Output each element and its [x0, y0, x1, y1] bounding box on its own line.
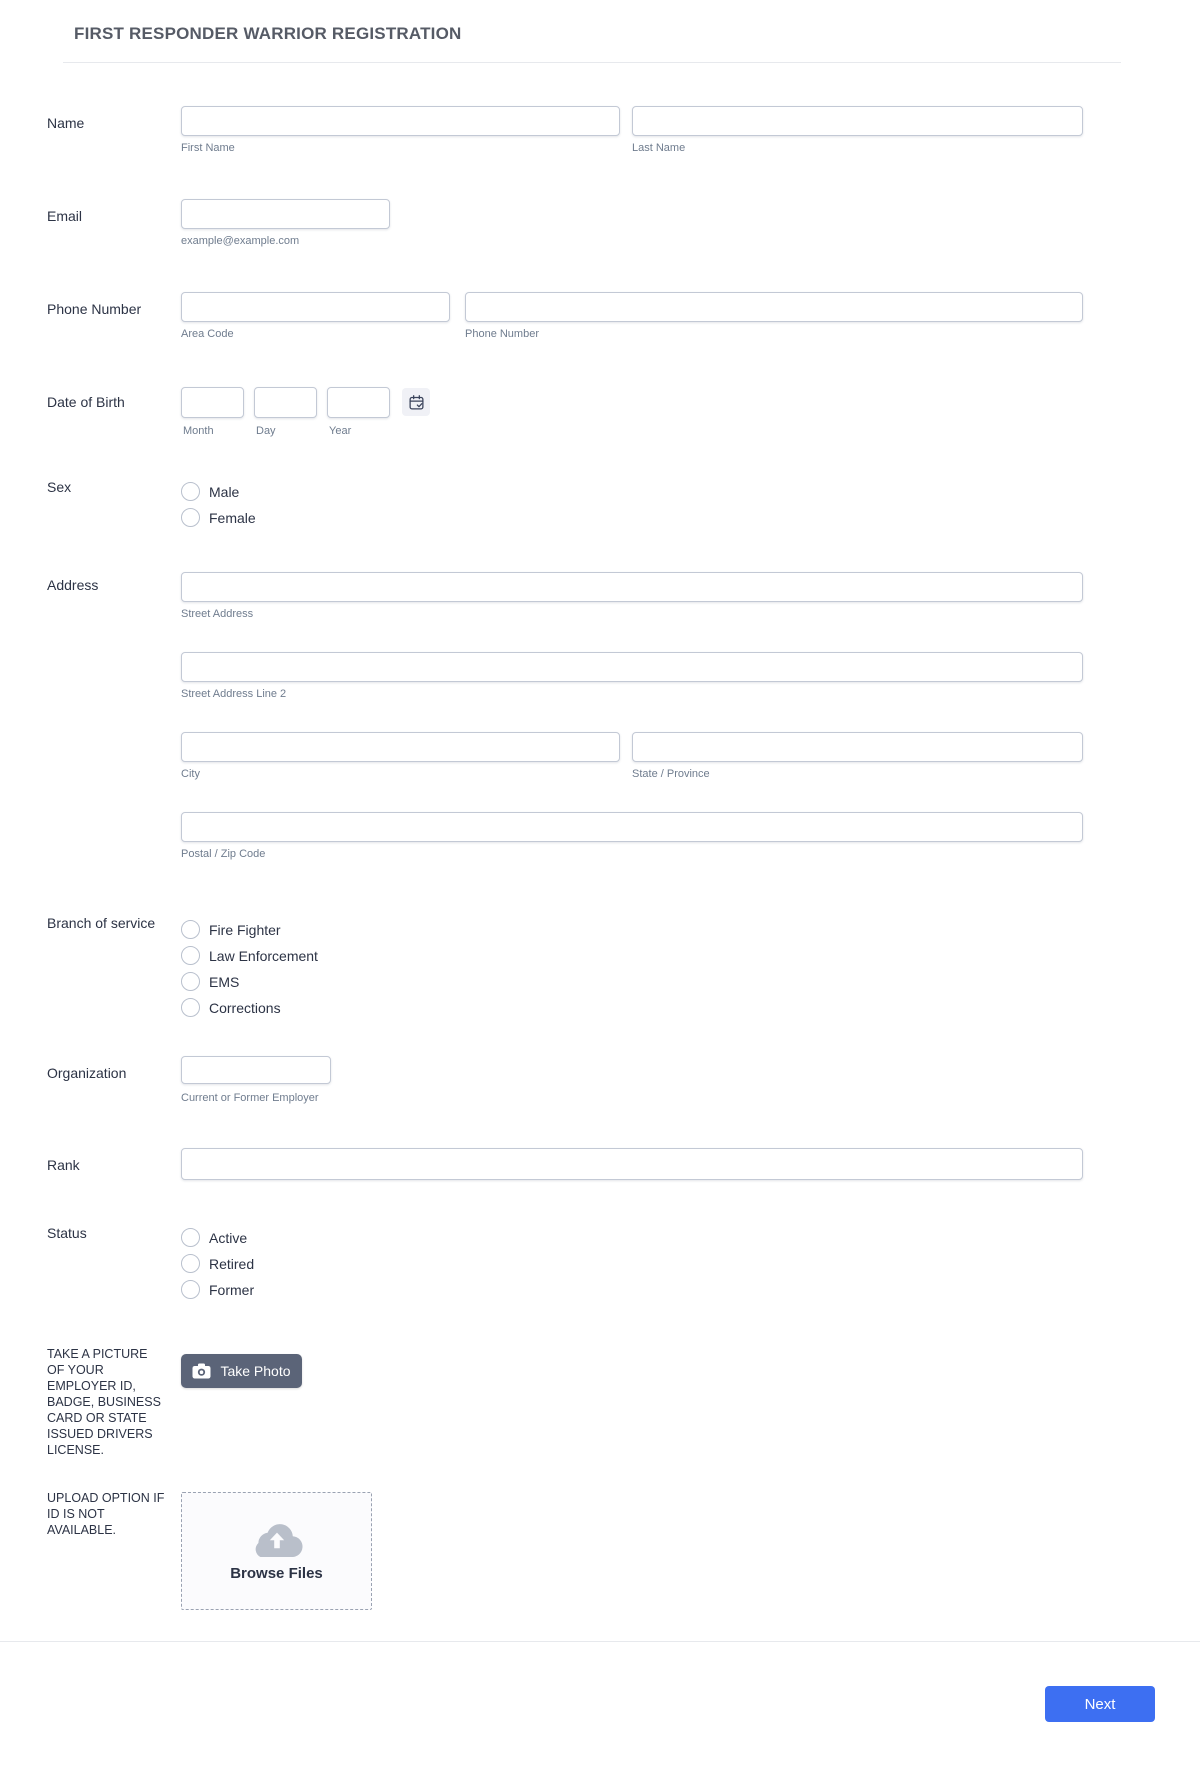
corrections-radio[interactable] [181, 998, 200, 1017]
dob-label: Date of Birth [47, 394, 125, 410]
email-label: Email [47, 208, 83, 224]
sex-option-female[interactable] [181, 508, 256, 527]
status-label: Status [47, 1225, 87, 1241]
header-divider [63, 62, 1121, 63]
state-sublabel: State / Province [632, 768, 710, 780]
state-input[interactable] [632, 732, 1083, 762]
postal-code-input[interactable] [181, 812, 1083, 842]
retired-radio[interactable] [181, 1254, 200, 1273]
active-radio[interactable] [181, 1228, 200, 1247]
sex-option-male[interactable] [181, 482, 239, 501]
upload-instruction-label: UPLOAD OPTION IF ID IS NOT AVAILABLE. [47, 1491, 165, 1537]
sex-label: Sex [47, 479, 72, 495]
email-sublabel: example@example.com [181, 235, 300, 247]
city-input[interactable] [181, 732, 620, 762]
email-input[interactable] [181, 199, 390, 229]
name-label: Name [47, 115, 85, 131]
city-sublabel: City [181, 768, 200, 780]
street-address-sublabel: Street Address [181, 608, 254, 620]
branch-option-ems[interactable] [181, 972, 239, 991]
footer-divider [0, 1641, 1200, 1642]
female-radio-label: Female [209, 509, 256, 526]
browse-files-label: Browse Files [230, 1564, 323, 1582]
organization-sublabel: Current or Former Employer [181, 1092, 319, 1104]
last-name-input[interactable] [632, 106, 1083, 136]
photo-instruction-label: TAKE A PICTURE OF YOUR EMPLOYER ID, BADGE, BUSINESS CARD OR STATE ISSUED DRIVERS LICENSE. [47, 1347, 161, 1457]
branch-option-fire-fighter[interactable] [181, 920, 281, 939]
female-radio[interactable] [181, 508, 200, 527]
date-picker-button[interactable] [402, 388, 430, 416]
male-radio-label: Male [209, 483, 240, 500]
calendar-icon [408, 394, 425, 411]
corrections-radio-label: Corrections [209, 999, 281, 1016]
branch-label: Branch of service [47, 915, 156, 931]
rank-input[interactable] [181, 1148, 1083, 1180]
fire-fighter-radio-label: Fire Fighter [209, 921, 281, 938]
branch-option-corrections[interactable] [181, 998, 281, 1017]
area-code-sublabel: Area Code [181, 328, 234, 340]
phone-number-input[interactable] [465, 292, 1083, 322]
branch-option-law-enforcement[interactable] [181, 946, 318, 965]
rank-label: Rank [47, 1157, 80, 1173]
take-photo-button-label: Take Photo [220, 1363, 291, 1379]
former-radio-label: Former [209, 1281, 255, 1298]
phone-number-sublabel: Phone Number [465, 328, 539, 340]
dob-day-sublabel: Day [256, 425, 276, 437]
dob-year-input[interactable] [327, 387, 390, 418]
ems-radio[interactable] [181, 972, 200, 991]
last-name-sublabel: Last Name [632, 142, 686, 154]
first-name-sublabel: First Name [181, 142, 235, 154]
ems-radio-label: EMS [209, 973, 240, 990]
status-option-retired[interactable] [181, 1254, 254, 1273]
area-code-input[interactable] [181, 292, 450, 322]
dob-day-input[interactable] [254, 387, 317, 418]
first-name-input[interactable] [181, 106, 620, 136]
cloud-upload-icon [251, 1521, 303, 1557]
organization-input[interactable] [181, 1056, 331, 1084]
postal-code-sublabel: Postal / Zip Code [181, 848, 266, 860]
organization-label: Organization [47, 1065, 127, 1081]
street-address-input[interactable] [181, 572, 1083, 602]
male-radio[interactable] [181, 482, 200, 501]
law-enforcement-radio[interactable] [181, 946, 200, 965]
law-enforcement-radio-label: Law Enforcement [209, 947, 318, 964]
camera-icon [192, 1363, 211, 1379]
phone-label: Phone Number [47, 301, 142, 317]
page-title: FIRST RESPONDER WARRIOR REGISTRATION [74, 24, 462, 43]
street-address2-sublabel: Street Address Line 2 [181, 688, 287, 700]
dob-month-input[interactable] [181, 387, 244, 418]
address-label: Address [47, 577, 99, 593]
next-button[interactable]: Next [1045, 1686, 1155, 1722]
former-radio[interactable] [181, 1280, 200, 1299]
dob-month-sublabel: Month [183, 425, 214, 437]
fire-fighter-radio[interactable] [181, 920, 200, 939]
active-radio-label: Active [209, 1229, 248, 1246]
file-upload-dropzone[interactable] [181, 1492, 372, 1610]
dob-year-sublabel: Year [329, 425, 352, 437]
take-photo-button[interactable] [181, 1354, 302, 1388]
status-option-active[interactable] [181, 1228, 247, 1247]
street-address2-input[interactable] [181, 652, 1083, 682]
status-option-former[interactable] [181, 1280, 254, 1299]
retired-radio-label: Retired [209, 1255, 255, 1272]
